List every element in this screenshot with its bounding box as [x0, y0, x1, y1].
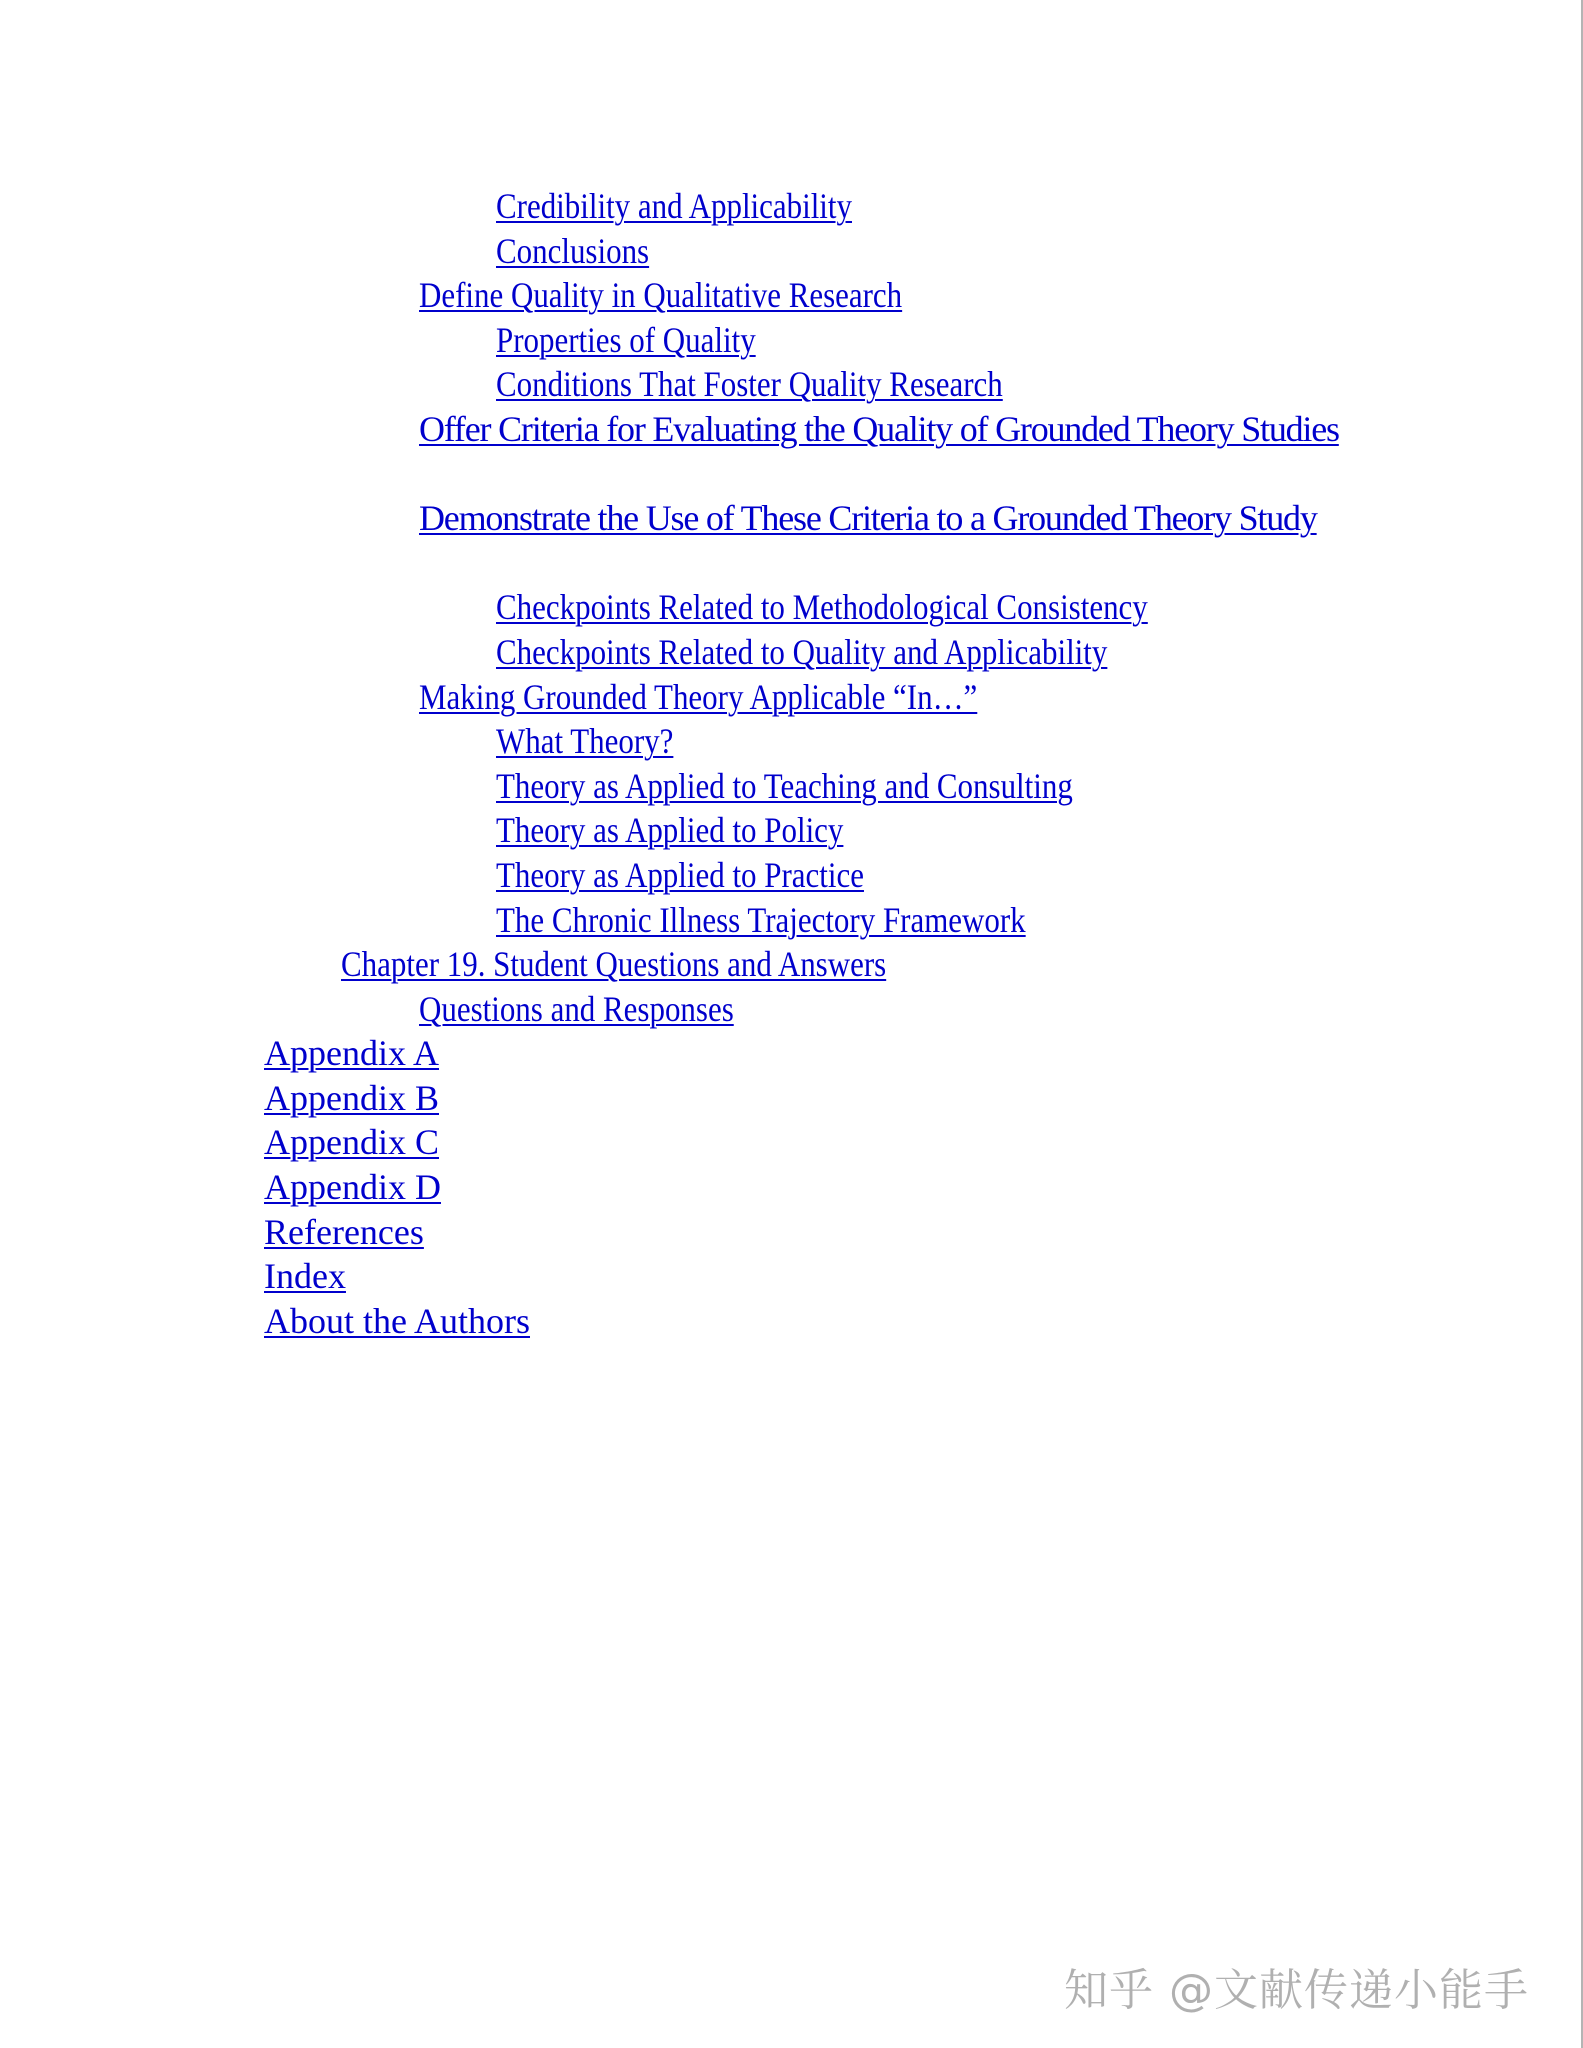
toc-entry-chronic-illness-framework	[0, 898, 1583, 943]
toc-entry-appendix-c	[0, 1120, 1583, 1165]
toc-link[interactable]: Appendix D	[264, 1167, 441, 1208]
zhihu-watermark: 知乎 @文献传递小能手	[1064, 1965, 1529, 2016]
toc-entry-theory-teaching-consulting	[0, 764, 1583, 809]
toc-entry-appendix-d	[0, 1165, 1583, 1210]
toc-entry-appendix-a	[0, 1031, 1583, 1076]
toc-link[interactable]: Checkpoints Related to Quality and Applicability	[496, 631, 1108, 672]
toc-link[interactable]: Conclusions	[496, 230, 650, 271]
toc-entry-checkpoints-quality	[0, 630, 1583, 675]
toc-link[interactable]: Define Quality in Qualitative Research	[419, 275, 903, 316]
toc-entry-demonstrate-criteria	[0, 496, 1379, 585]
toc-link[interactable]: Theory as Applied to Teaching and Consulting	[496, 765, 1073, 806]
toc-link[interactable]: Appendix B	[264, 1077, 439, 1118]
toc-link[interactable]: Properties of Quality	[496, 319, 756, 360]
toc-link[interactable]: Conditions That Foster Quality Research	[496, 364, 1003, 405]
toc-link[interactable]: Demonstrate the Use of These Criteria to a Grounded Theory Study	[419, 498, 1317, 539]
toc-entry-what-theory	[0, 719, 1583, 764]
toc-link[interactable]: Index	[264, 1256, 346, 1297]
toc-entry-properties-of-quality	[0, 318, 1583, 363]
toc-link[interactable]: What Theory?	[496, 721, 674, 762]
toc-entry-about-the-authors	[0, 1299, 1583, 1344]
toc-link[interactable]: About the Authors	[264, 1300, 530, 1341]
toc-entry-appendix-b	[0, 1076, 1583, 1121]
toc-link[interactable]: Checkpoints Related to Methodological Consistency	[496, 587, 1148, 628]
toc-link[interactable]: Appendix A	[264, 1033, 439, 1074]
toc-entry-index	[0, 1254, 1583, 1299]
toc-link[interactable]: Credibility and Applicability	[496, 186, 852, 226]
toc-link[interactable]: The Chronic Illness Trajectory Framework	[496, 899, 1026, 940]
toc-entry-theory-policy	[0, 808, 1583, 853]
toc-entry-questions-and-responses	[0, 987, 1583, 1032]
toc-link[interactable]: Appendix C	[264, 1122, 439, 1163]
toc-link[interactable]: Chapter 19. Student Questions and Answers	[341, 944, 887, 985]
toc-link[interactable]: Questions and Responses	[419, 988, 734, 1029]
toc-entry-making-grounded-theory-applicable	[0, 675, 1583, 720]
toc-entry-conclusions	[0, 229, 1583, 274]
table-of-contents	[0, 184, 1583, 1343]
toc-entry-credibility-and-applicability	[0, 184, 1583, 229]
toc-link[interactable]: References	[264, 1211, 424, 1252]
toc-link[interactable]: Theory as Applied to Policy	[496, 810, 844, 851]
toc-entry-conditions-that-foster-quality	[0, 362, 1583, 407]
toc-entry-checkpoints-methodological	[0, 585, 1583, 630]
toc-entry-references	[0, 1210, 1583, 1255]
toc-link[interactable]: Theory as Applied to Practice	[496, 854, 864, 895]
toc-entry-define-quality	[0, 273, 1583, 318]
toc-link[interactable]: Making Grounded Theory Applicable “In…”	[419, 676, 978, 717]
toc-link[interactable]: Offer Criteria for Evaluating the Quality of Grounded Theory Studies	[419, 408, 1339, 449]
toc-entry-chapter-19	[0, 942, 1583, 987]
toc-entry-theory-practice	[0, 853, 1583, 898]
toc-entry-offer-criteria	[0, 407, 1379, 496]
